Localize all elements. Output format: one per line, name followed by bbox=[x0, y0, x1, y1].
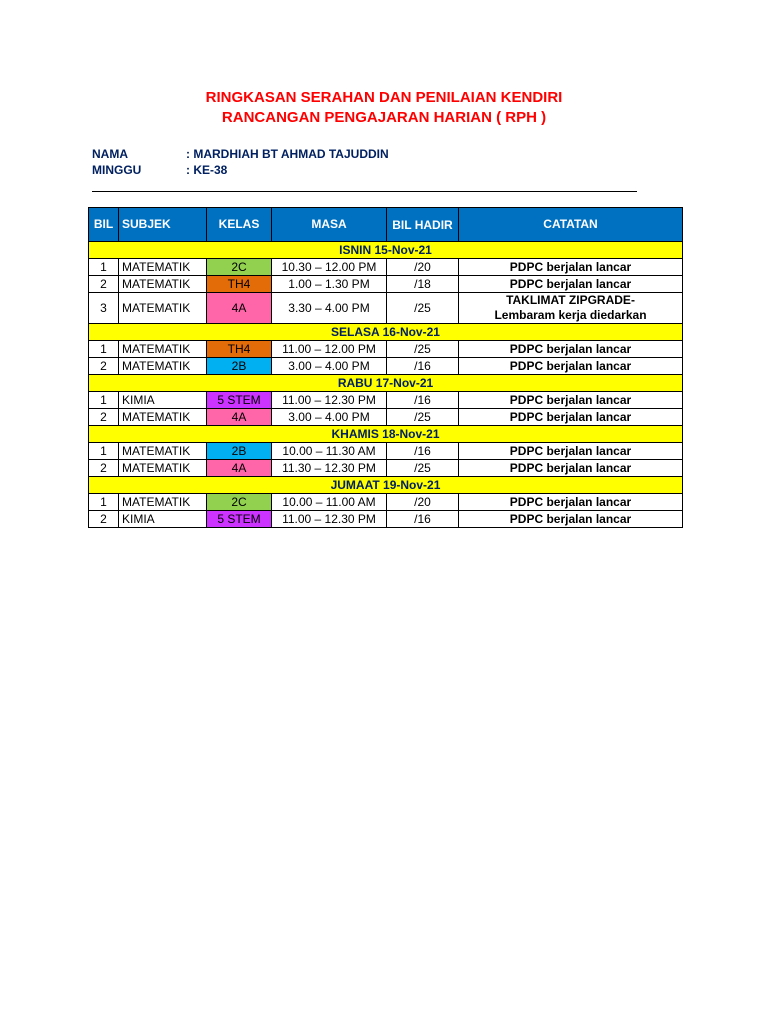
col-header-masa: MASA bbox=[272, 208, 387, 242]
subjek-cell: MATEMATIK bbox=[119, 494, 207, 511]
bil-cell: 2 bbox=[89, 276, 119, 293]
kelas-cell: 2B bbox=[207, 443, 272, 460]
bil-cell: 2 bbox=[89, 409, 119, 426]
catatan-line: Lembaram kerja diedarkan bbox=[494, 308, 647, 322]
subjek-cell: MATEMATIK bbox=[119, 443, 207, 460]
subjek-cell: MATEMATIK bbox=[119, 259, 207, 276]
catatan-cell bbox=[459, 341, 683, 358]
catatan-line: PDPC berjalan lancar bbox=[509, 511, 632, 526]
day-row bbox=[89, 426, 683, 443]
document-subtitle: RANCANGAN PENGAJARAN HARIAN ( RPH ) bbox=[221, 109, 547, 126]
hadir-cell: /20 bbox=[387, 494, 459, 511]
kelas-cell: 4A bbox=[207, 460, 272, 477]
hadir-cell: /25 bbox=[387, 293, 459, 324]
subjek-cell: MATEMATIK bbox=[119, 341, 207, 358]
hadir-cell: /25 bbox=[387, 409, 459, 426]
hadir-cell: /16 bbox=[387, 392, 459, 409]
table-row bbox=[89, 259, 683, 276]
masa-cell: 11.00 – 12.00 PM bbox=[272, 341, 387, 358]
catatan-line: PDPC berjalan lancar bbox=[509, 494, 632, 509]
table-row bbox=[89, 293, 683, 324]
masa-cell: 11.00 – 12.30 PM bbox=[272, 511, 387, 528]
masa-cell: 10.00 – 11.30 AM bbox=[272, 443, 387, 460]
hadir-cell: /25 bbox=[387, 341, 459, 358]
bil-cell: 1 bbox=[89, 341, 119, 358]
col-header-bil-hadir: BIL HADIR bbox=[387, 208, 459, 242]
masa-cell: 11.30 – 12.30 PM bbox=[272, 460, 387, 477]
bil-cell: 2 bbox=[89, 358, 119, 375]
minggu-value: : KE-38 bbox=[186, 163, 228, 177]
day-label: ISNIN 15-Nov-21 bbox=[89, 242, 683, 259]
bil-cell: 1 bbox=[89, 494, 119, 511]
catatan-cell bbox=[459, 358, 683, 375]
hadir-cell: /20 bbox=[387, 259, 459, 276]
day-label: KHAMIS 18-Nov-21 bbox=[89, 426, 683, 443]
day-label: RABU 17-Nov-21 bbox=[89, 375, 683, 392]
hadir-cell: /25 bbox=[387, 460, 459, 477]
catatan-line: PDPC berjalan lancar bbox=[509, 259, 632, 274]
kelas-cell: 2B bbox=[207, 358, 272, 375]
day-row bbox=[89, 324, 683, 341]
catatan-line: PDPC berjalan lancar bbox=[509, 409, 632, 424]
subjek-cell: KIMIA bbox=[119, 392, 207, 409]
catatan-cell bbox=[459, 494, 683, 511]
masa-cell: 3.30 – 4.00 PM bbox=[272, 293, 387, 324]
minggu-label: MINGGU bbox=[92, 163, 142, 177]
day-label: JUMAAT 19-Nov-21 bbox=[89, 477, 683, 494]
day-label: SELASA 16-Nov-21 bbox=[89, 324, 683, 341]
catatan-line: PDPC berjalan lancar bbox=[509, 358, 632, 373]
table-row bbox=[89, 392, 683, 409]
catatan-cell bbox=[459, 460, 683, 477]
day-row bbox=[89, 242, 683, 259]
table-row bbox=[89, 460, 683, 477]
subjek-cell: MATEMATIK bbox=[119, 293, 207, 324]
hadir-cell: /18 bbox=[387, 276, 459, 293]
kelas-cell: TH4 bbox=[207, 341, 272, 358]
table-row bbox=[89, 511, 683, 528]
table-row bbox=[89, 341, 683, 358]
table-row bbox=[89, 409, 683, 426]
masa-cell: 11.00 – 12.30 PM bbox=[272, 392, 387, 409]
catatan-cell bbox=[459, 293, 683, 324]
catatan-cell bbox=[459, 276, 683, 293]
masa-cell: 3.00 – 4.00 PM bbox=[272, 358, 387, 375]
catatan-line: TAKLIMAT ZIPGRADE- bbox=[506, 293, 635, 307]
masa-cell: 10.30 – 12.00 PM bbox=[272, 259, 387, 276]
catatan-cell bbox=[459, 259, 683, 276]
hadir-cell: /16 bbox=[387, 358, 459, 375]
catatan-cell bbox=[459, 392, 683, 409]
table-row bbox=[89, 358, 683, 375]
bil-cell: 1 bbox=[89, 259, 119, 276]
rph-table bbox=[88, 207, 683, 528]
masa-cell: 3.00 – 4.00 PM bbox=[272, 409, 387, 426]
table-row bbox=[89, 443, 683, 460]
table-row bbox=[89, 494, 683, 511]
kelas-cell: 4A bbox=[207, 409, 272, 426]
bil-cell: 3 bbox=[89, 293, 119, 324]
subjek-cell: MATEMATIK bbox=[119, 460, 207, 477]
col-header-bil: BIL bbox=[89, 208, 119, 242]
catatan-cell bbox=[459, 443, 683, 460]
nama-line bbox=[92, 146, 389, 162]
masa-cell: 1.00 – 1.30 PM bbox=[272, 276, 387, 293]
nama-label: NAMA bbox=[92, 147, 128, 161]
col-header-catatan: CATATAN bbox=[459, 208, 683, 242]
bil-cell: 1 bbox=[89, 392, 119, 409]
kelas-cell: 5 STEM bbox=[207, 511, 272, 528]
table-body bbox=[89, 242, 683, 528]
divider-line bbox=[92, 191, 637, 192]
kelas-cell: 2C bbox=[207, 494, 272, 511]
subjek-cell: MATEMATIK bbox=[119, 409, 207, 426]
day-row bbox=[89, 375, 683, 392]
hadir-cell: /16 bbox=[387, 511, 459, 528]
kelas-cell: 4A bbox=[207, 293, 272, 324]
subjek-cell: KIMIA bbox=[119, 511, 207, 528]
minggu-line bbox=[92, 162, 227, 178]
kelas-cell: TH4 bbox=[207, 276, 272, 293]
catatan-line: PDPC berjalan lancar bbox=[509, 276, 632, 291]
table-row bbox=[89, 276, 683, 293]
bil-cell: 2 bbox=[89, 460, 119, 477]
subjek-cell: MATEMATIK bbox=[119, 358, 207, 375]
catatan-line: PDPC berjalan lancar bbox=[509, 341, 632, 356]
bil-cell: 1 bbox=[89, 443, 119, 460]
catatan-cell bbox=[459, 511, 683, 528]
catatan-line: PDPC berjalan lancar bbox=[509, 443, 632, 458]
bil-cell: 2 bbox=[89, 511, 119, 528]
kelas-cell: 2C bbox=[207, 259, 272, 276]
catatan-line: PDPC berjalan lancar bbox=[509, 460, 632, 475]
kelas-cell: 5 STEM bbox=[207, 392, 272, 409]
col-header-subjek: SUBJEK bbox=[119, 208, 207, 242]
catatan-line: PDPC berjalan lancar bbox=[509, 392, 632, 407]
col-header-kelas: KELAS bbox=[207, 208, 272, 242]
hadir-cell: /16 bbox=[387, 443, 459, 460]
catatan-cell bbox=[459, 409, 683, 426]
document-title: RINGKASAN SERAHAN DAN PENILAIAN KENDIRI bbox=[205, 89, 563, 106]
day-row bbox=[89, 477, 683, 494]
nama-value: : MARDHIAH BT AHMAD TAJUDDIN bbox=[186, 147, 389, 161]
masa-cell: 10.00 – 11.00 AM bbox=[272, 494, 387, 511]
table-header-row bbox=[89, 208, 683, 242]
subjek-cell: MATEMATIK bbox=[119, 276, 207, 293]
